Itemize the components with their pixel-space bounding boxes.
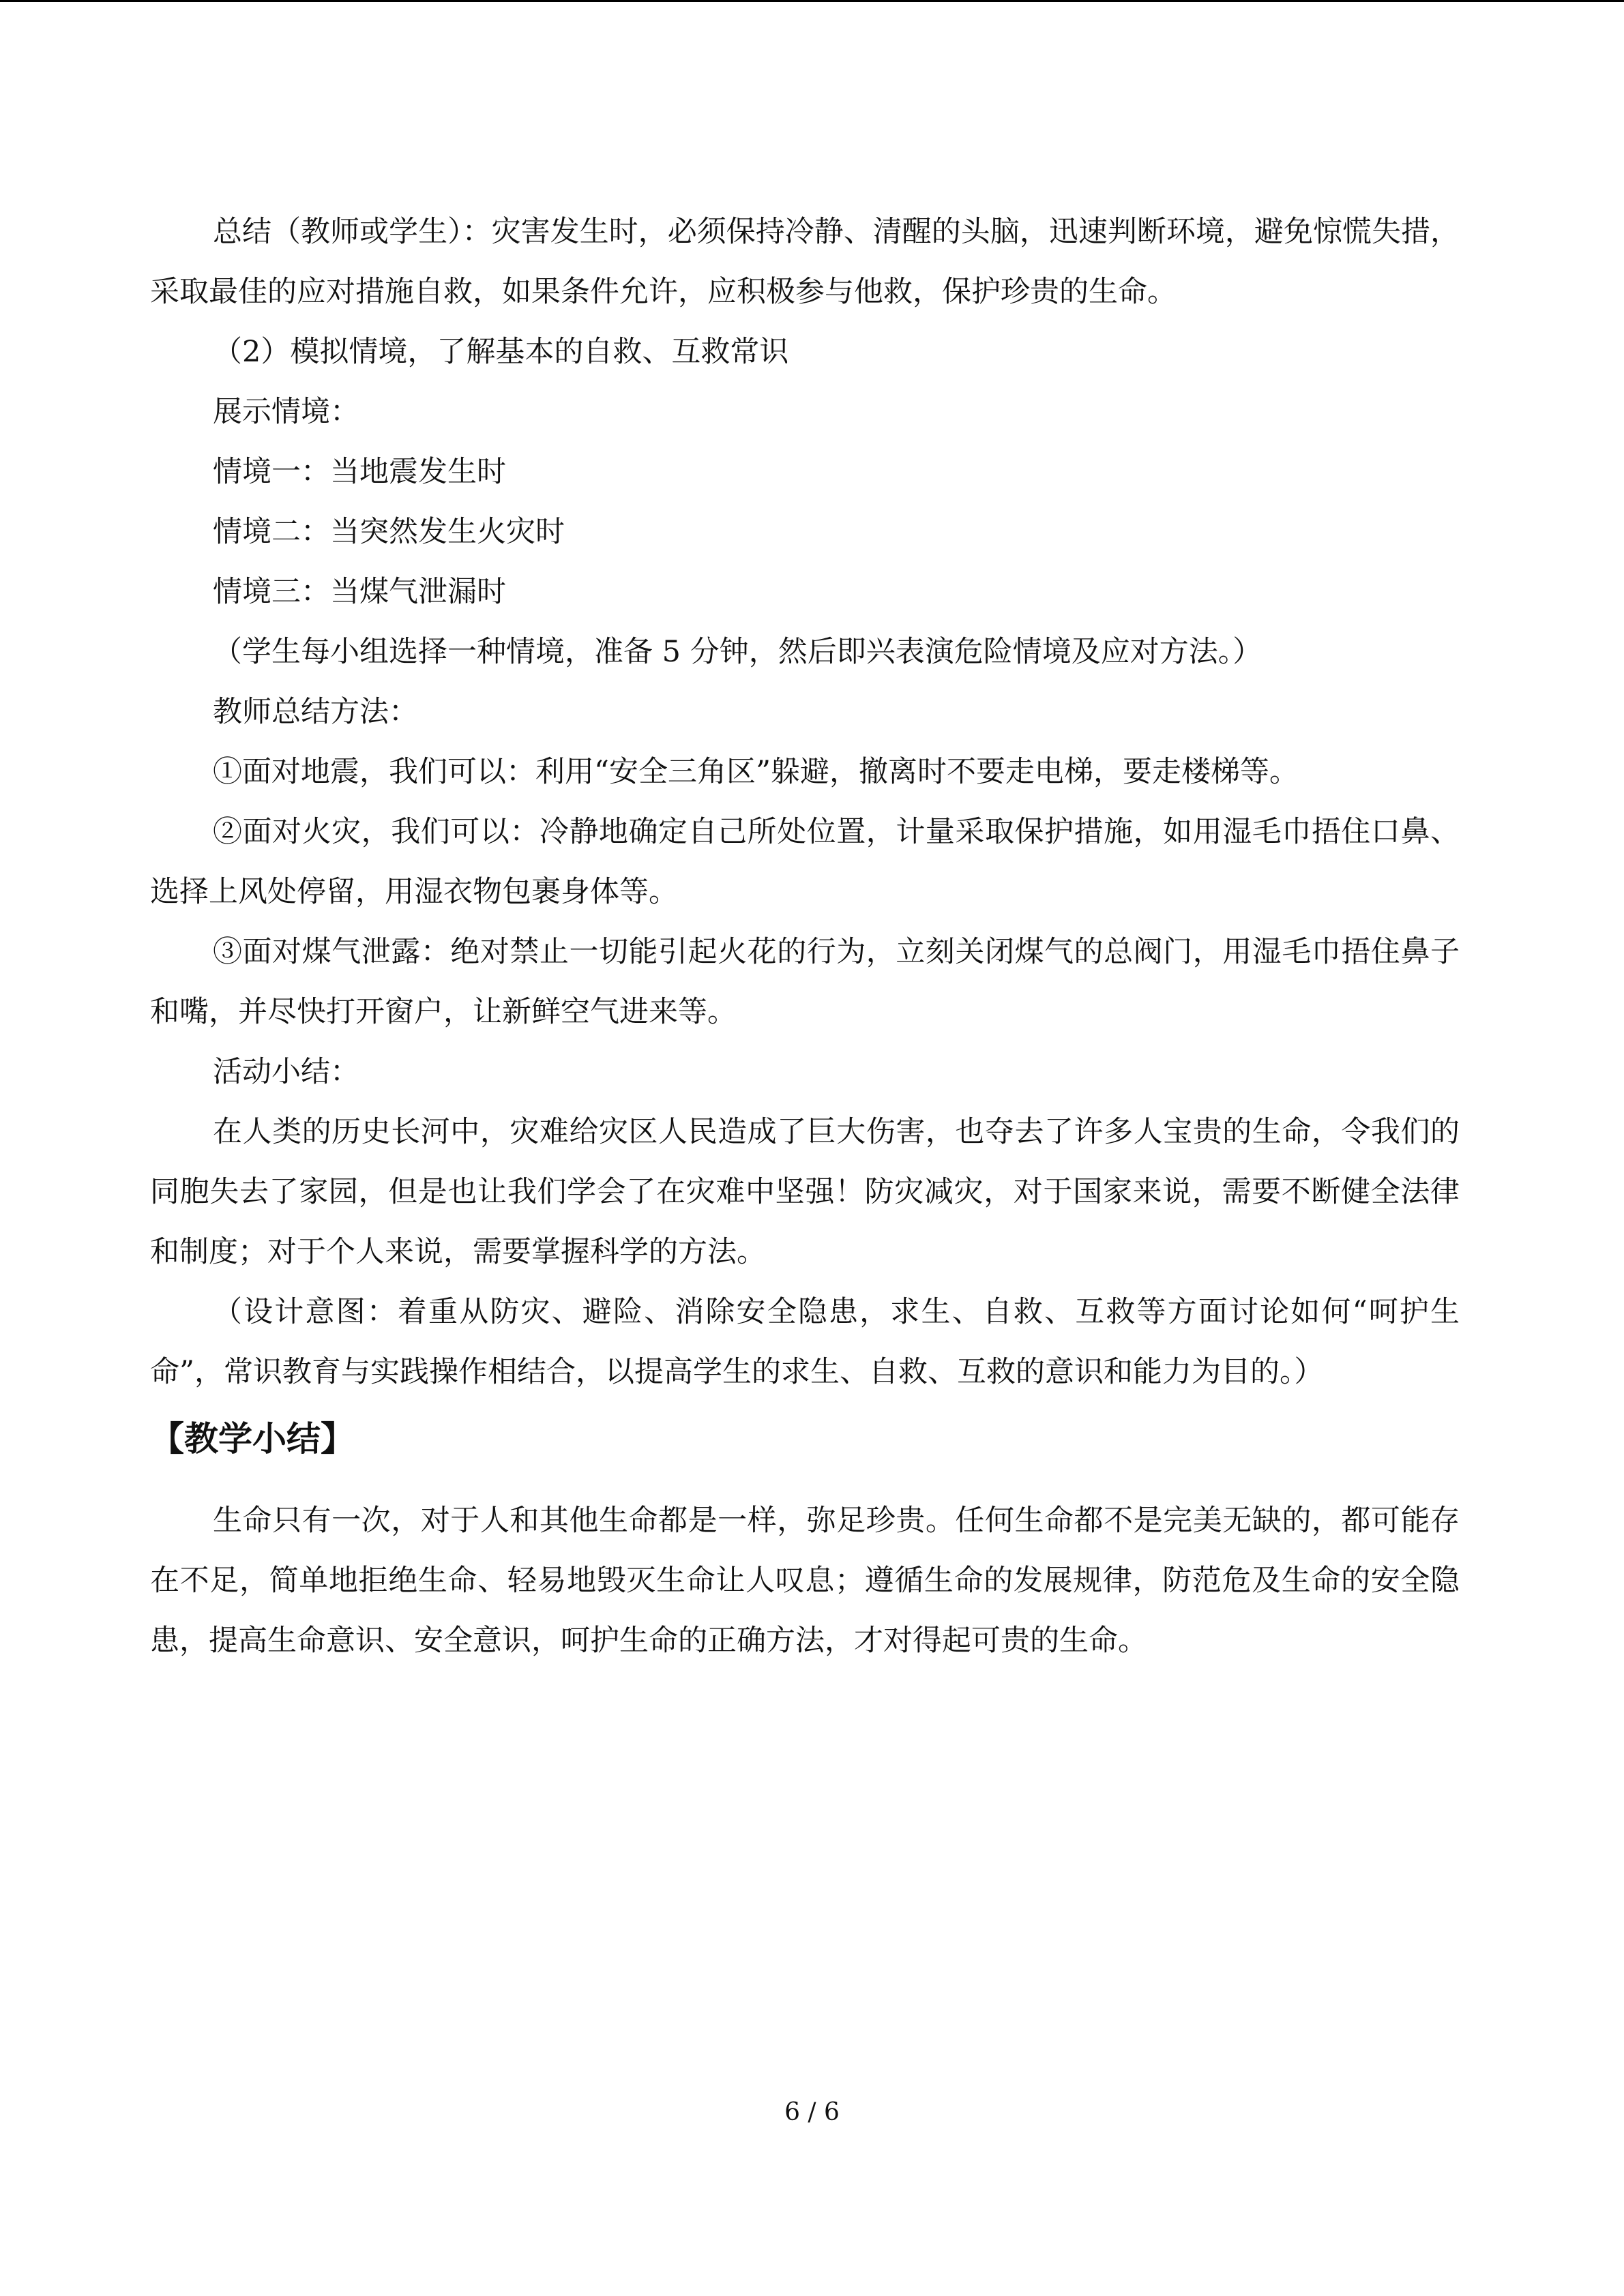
paragraph-scenario-2: 情境二：当突然发生火灾时 xyxy=(213,515,565,549)
paragraph-scenario-1: 情境一：当地震发生时 xyxy=(213,455,506,489)
paragraph-show-scenarios: 展示情境： xyxy=(213,395,359,429)
paragraph-teacher-methods: 教师总结方法： xyxy=(213,695,418,729)
paragraph-summary: 总结（教师或学生）：灾害发生时，必须保持冷静、清醒的头脑，迅速判断环境，避免惊慌失措，采取最佳的应对措施自救，如果条件允许，应积极参与他救，保护珍贵的生命。 xyxy=(150,215,1460,309)
paragraph-method-earthquake: ①面对地震，我们可以：利用“安全三角区”躲避，撤离时不要走电梯，要走楼梯等。 xyxy=(213,755,1299,789)
paragraph-student-instructions: （学生每小组选择一种情境，准备 5 分钟，然后即兴表演危险情境及应对方法。） xyxy=(213,635,1263,669)
paragraph-simulation-title: （2）模拟情境，了解基本的自救、互救常识 xyxy=(213,335,789,369)
paragraph-scenario-3: 情境三：当煤气泄漏时 xyxy=(213,575,506,609)
paragraph-method-gas: ③面对煤气泄露：绝对禁止一切能引起火花的行为，立刻关闭煤气的总阀门，用湿毛巾捂住鼻子和嘴，并尽快打开窗户，让新鲜空气进来等。 xyxy=(150,935,1460,1029)
section-heading-teaching-summary: 【教学小结】 xyxy=(150,1419,355,1459)
top-border-line xyxy=(0,0,1624,2)
paragraph-design-intent: （设计意图：着重从防灾、避险、消除安全隐患，求生、自救、互救等方面讨论如何“呵护生命”，常识教育与实践操作相结合，以提高学生的求生、自救、互救的意识和能力为目的。） xyxy=(150,1295,1460,1389)
page-number: 6 / 6 xyxy=(784,2098,840,2126)
document-body xyxy=(150,202,1460,1671)
paragraph-teaching-summary: 生命只有一次，对于人和其他生命都是一样，弥足珍贵。任何生命都不是完美无缺的，都可能存在不足，简单地拒绝生命、轻易地毁灭生命让人叹息；遵循生命的发展规律，防范危及生命的安全隐患，提高生命意识、安全意识，呵护生命的正确方法，才对得起可贵的生命。 xyxy=(150,1504,1460,1658)
paragraph-method-fire: ②面对火灾，我们可以：冷静地确定自己所处位置，计量采取保护措施，如用湿毛巾捂住口鼻、选择上风处停留，用湿衣物包裹身体等。 xyxy=(150,815,1460,909)
paragraph-activity-summary: 在人类的历史长河中，灾难给灾区人民造成了巨大伤害，也夺去了许多人宝贵的生命，令我们的同胞失去了家园，但是也让我们学会了在灾难中坚强！防灾减灾，对于国家来说，需要不断健全法律和制度；对于个人来说，需要掌握科学的方法。 xyxy=(150,1115,1460,1269)
paragraph-activity-summary-label: 活动小结： xyxy=(213,1055,359,1089)
